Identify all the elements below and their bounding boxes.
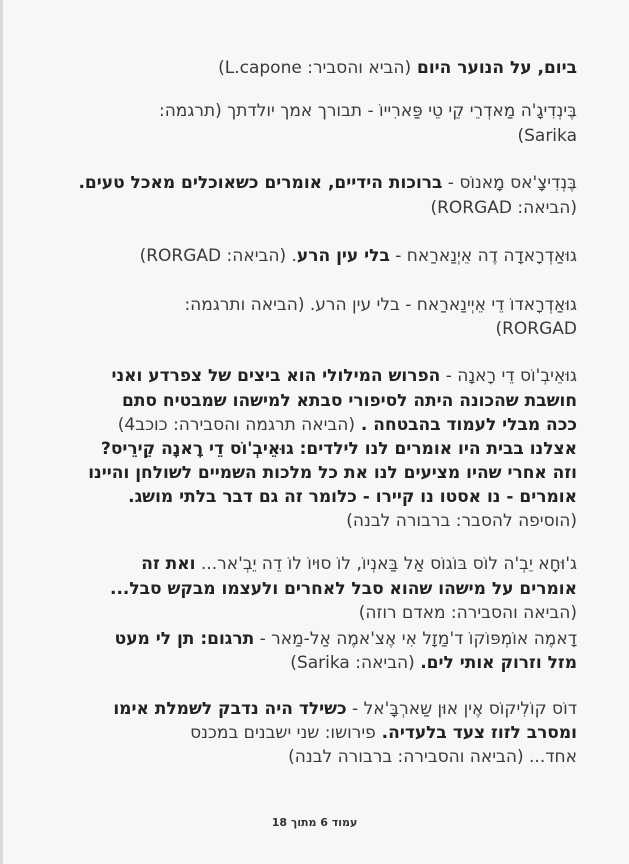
text-line (44, 318, 577, 340)
text-line (44, 628, 577, 650)
bold-text-segment: ככה מבלי לעמוד בהבטחה . (354, 415, 577, 435)
text-segment: RORGAD) (495, 319, 577, 339)
text-segment: בֶּנְדִיצָ'אס מָאנוֹס - (442, 173, 577, 193)
scan-edge-shadow (0, 0, 3, 864)
text-line (44, 365, 577, 387)
text-line (44, 438, 577, 460)
text-line (44, 578, 577, 600)
text-line (44, 462, 577, 484)
text-segment: (הביאה והסבירה: מאדם רוזה) (358, 603, 577, 623)
bold-text-segment: ביום, על הנוער היום (411, 58, 577, 78)
text-segment: (הביאה: Sarika) (290, 653, 421, 673)
text-line (44, 553, 577, 575)
bold-text-segment: הפרוש המילולי הוא ביצים של צפרדע ואני (111, 366, 441, 386)
text-line (44, 652, 577, 674)
bold-text-segment: כשילד היה נדבק לשמלת אימו (113, 699, 347, 719)
bold-text-segment: אצלנו בבית היו אומרים לנו לילדים: גוּאֵיבְ'וֹס דֵי רָאנָה קֵירֵיס? (100, 439, 577, 459)
text-segment: (הוסיפה להסבר: ברבורה לבנה) (346, 511, 577, 531)
text-segment: אחד... (הביאה והסבירה: ברבורה לבנה) (288, 747, 577, 767)
text-line (44, 125, 577, 147)
bold-text-segment: ומסרב לזוז צעד בלעדיה. (375, 723, 577, 743)
text-segment: גוּאַדְרָאדָה דֶה אֵיְנַארַאח - (389, 246, 577, 266)
text-line (44, 245, 577, 267)
bold-text-segment: ברוכות הידיים, אומרים כשאוכלים מאכל טעים. (78, 173, 443, 193)
text-segment: פירושו: שני ישבנים במכנס (190, 723, 376, 743)
bold-text-segment: תרגום: תן לי מעט (114, 629, 255, 649)
bold-text-segment: וזה אחרי שהיו מציעים לנו את כל מלכות השמיים לשולחן והיינו (88, 463, 577, 483)
text-line (44, 197, 577, 219)
bold-text-segment: אומרים - נו אסטו נו קיירו - כלומר זה גם דבר בלתי מושג. (128, 487, 577, 507)
text-line (44, 294, 577, 316)
text-line (44, 510, 577, 532)
text-line (44, 486, 577, 508)
bold-text-segment: חושבת שהכונה היתה לסיפורי סבתא למישהו שמבטיח סתם (121, 391, 577, 411)
text-segment: גוּאֵיבְ'וֹס דֵי רָאנָה - (440, 366, 577, 386)
text-segment: דָאמֶה אוֹמְפּוֹקוֹ ד'מַזָל אִי אֶצ'אמֶה אַל-מַאר - (254, 629, 577, 649)
bold-text-segment: מזל וזרוק אותי לים. (420, 653, 577, 673)
text-line (44, 57, 577, 79)
text-segment: דוֹס קוֹלִיקוֹס אֶין אוּן שַארְבָּ'אל - (346, 699, 577, 719)
text-segment: (הביא והסביר: L.capone) (218, 58, 412, 78)
text-segment: גוּאַדְרָאדוֹ דֵי אֵיְינַארַאח - בלי עין הרע. (הביאה ותרגמה: (184, 295, 577, 315)
text-line (44, 746, 577, 768)
page-number: עמוד 6 מתוך 18 (271, 816, 358, 829)
bold-text-segment: בלי עין הרע (296, 246, 390, 266)
text-line (44, 390, 577, 412)
text-segment: (הביאה: RORGAD) (430, 198, 577, 218)
text-segment: . (הביאה: RORGAD) (139, 246, 297, 266)
text-segment: Sarika) (517, 126, 577, 146)
text-segment: בֶּינְדִיגָ'ה מַאדְרֵי קֵי טֵי פַּארִייוֹ - תבורך אמך יולדתך (תרגמה: (158, 101, 577, 121)
text-line (44, 172, 577, 194)
text-line (44, 722, 577, 744)
text-line (44, 100, 577, 122)
text-segment: (הביאה תרגמה והסבירה: כוכב4) (117, 415, 355, 435)
bold-text-segment: ואת זה (141, 554, 196, 574)
text-line (44, 602, 577, 624)
bold-text-segment: אומרים על מישהו שהוא סבל לאחרים ולעצמו מבקש סבל... (109, 579, 577, 599)
text-line (44, 698, 577, 720)
text-line (44, 414, 577, 436)
text-segment: ג'וּחָא יֵבְ'ה לוֹס בּוֹגוֹס אַל בַּאנְיוֹ, לוֹ סוּיוֹ לוֹ דֵה יֵבְ'אר... (195, 554, 577, 574)
